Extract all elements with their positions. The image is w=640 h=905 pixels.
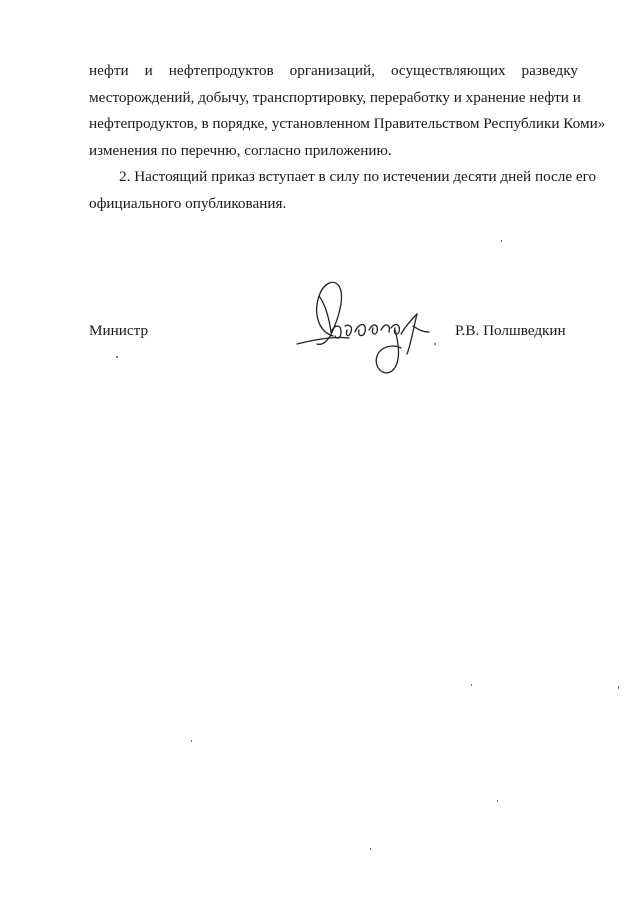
paragraph2-line1: 2. Настоящий приказ вступает в силу по истечении десяти дней после его [119,168,597,185]
document-body [89,58,606,217]
paragraph1-line3: нефтепродуктов, в порядке, установленном Правительством Республики Коми» [89,115,606,132]
signature-block [89,322,578,392]
scan-speck [497,800,498,802]
word: нефтепродуктов [168,62,274,79]
paragraph2-line2: официального опубликования. [89,194,287,212]
word: и [144,62,153,79]
word: разведку [521,62,578,79]
minister-name: Р.В. Полшведкин [455,322,566,339]
handwritten-signature-icon [289,274,454,386]
paragraph1-line2: месторождений, добычу, транспортировку, переработку и хранение нефти и [89,88,581,106]
scan-speck [618,686,619,689]
scan-speck [471,684,472,686]
word: осуществляющих [390,62,506,79]
paragraph1-line1 [89,58,578,85]
scan-speck [370,848,371,850]
scan-speck [191,740,192,742]
word: нефти [89,62,129,79]
scan-speck [501,240,502,242]
minister-title: Министр [89,322,149,339]
scan-speck [116,356,118,358]
word: организаций, [289,62,375,79]
paragraph1-line4: изменения по перечню, согласно приложению. [89,141,392,159]
